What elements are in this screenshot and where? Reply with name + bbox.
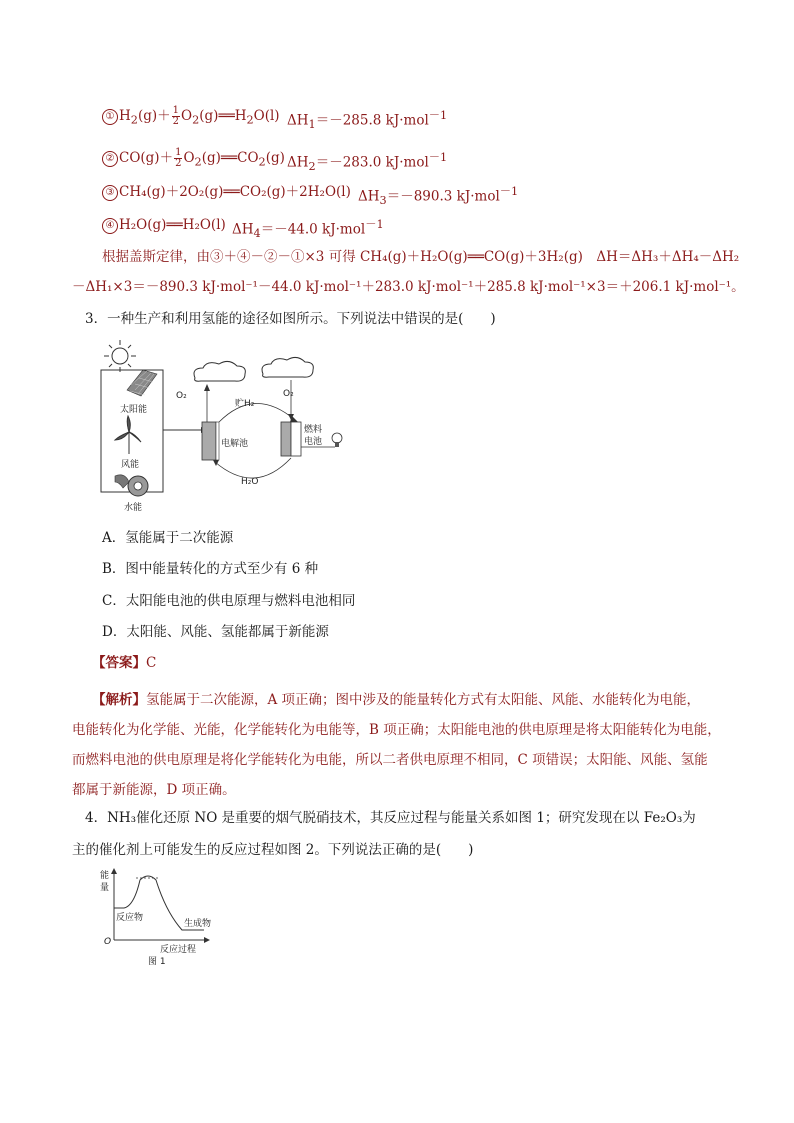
equation-number: ③ <box>102 185 118 201</box>
equation-number: ④ <box>102 218 118 234</box>
label-o2-left: O₂ <box>176 391 187 401</box>
answer-value: C <box>146 655 157 671</box>
hydrogen-energy-diagram <box>95 336 365 516</box>
option-d: D．太阳能、风能、氢能都属于新能源 <box>102 624 329 640</box>
question-4-stem-line-1: 4．NH₃催化还原 NO 是重要的烟气脱硝技术，其反应过程与能量关系如图 1；研究发现在以 Fe₂O₃为 <box>85 810 696 826</box>
option-a: A．氢能属于二次能源 <box>102 530 234 546</box>
label-electrolysis: 电解池 <box>221 439 249 449</box>
question-4-stem-line-2: 主的催化剂上可能发生的反应过程如图 2。下列说法正确的是( ) <box>72 842 474 858</box>
label-o2-right: O₂ <box>283 389 294 399</box>
answer-label: 【答案】 <box>92 655 146 671</box>
analysis-label: 【解析】 <box>92 692 146 708</box>
label-solar: 太阳能 <box>120 405 148 415</box>
sun-icon <box>104 340 136 372</box>
fraction-half: $\frac{1}{2}$ <box>172 105 180 127</box>
x-axis-label: 反应过程 <box>160 945 197 955</box>
option-c: C．太阳能电池的供电原理与燃料电池相同 <box>102 593 356 609</box>
electrolysis-cell <box>202 422 216 460</box>
label-fuel-cell-2: 电池 <box>304 437 323 447</box>
product-label: 生成物 <box>184 919 212 929</box>
equation-number: ② <box>102 151 118 167</box>
fraction-half: $\frac{1}{2}$ <box>175 147 182 169</box>
equation-2-enthalpy: $\Delta H_2=-283.0$ kJ·mol$^{-1}$ <box>287 151 448 174</box>
equation-3-enthalpy: $\Delta H_3=-890.3$ kJ·mol$^{-1}$ <box>358 185 519 208</box>
option-b: B．图中能量转化的方式至少有 6 种 <box>102 561 319 577</box>
hess-law-line-2: －ΔH₁×3＝－890.3 kJ·mol⁻¹－44.0 kJ·mol⁻¹＋283.0 kJ·mol⁻¹＋285.8 kJ·mol⁻¹×3＝＋206.1 kJ·mol⁻¹。 <box>72 279 745 295</box>
fuel-cell <box>281 422 291 456</box>
y-axis-label-2: 量 <box>100 883 110 893</box>
equation-4: ④ H₂O(g)══H₂O(l) <box>102 215 226 235</box>
equation-3: ③ CH₄(g)＋2O₂(g)══CO₂(g)＋2H₂O(l) <box>102 182 351 202</box>
label-fuel-cell-1: 燃料 <box>304 425 323 435</box>
answer <box>92 653 156 673</box>
label-h2o: H₂O <box>241 477 259 487</box>
equation-number: ① <box>102 109 118 125</box>
hess-law-line-1: 根据盖斯定律，由③＋④－②－①×3 可得 CH₄(g)＋H₂O(g)══CO(g)＋3H₂(g) ΔH＝ΔH₃＋ΔH₄－ΔH₂ <box>102 249 740 265</box>
origin-label: O <box>104 937 112 947</box>
figure-caption: 图 1 <box>148 957 166 966</box>
label-wind: 风能 <box>121 460 140 470</box>
light-bulb-icon <box>332 433 342 447</box>
y-axis-label-1: 能 <box>100 871 110 881</box>
label-water: 水能 <box>124 503 143 513</box>
question-3-stem: 3．一种生产和利用氢能的途径如图所示。下列说法中错误的是( ) <box>85 311 496 327</box>
label-h2-store: 贮H₂ <box>235 399 255 409</box>
equation-1: ① $H_2(g)+$ $\frac{1}{2}$ $O_2(g)══H_2O(l)$ <box>102 106 280 131</box>
solar-panel-icon <box>127 370 157 396</box>
cloud-left-icon <box>194 361 245 381</box>
equation-2: ② CO(g)＋ $\frac{1}{2}$ $O_2(g)══CO_2(g)$ <box>102 148 285 173</box>
analysis: 【解析】氢能属于二次能源，A 项正确；图中涉及的能量转化方式有太阳能、风能、水能转化为电能， 电能转化为化学能、光能，化学能转化为电能等，B 项正确；太阳能电池的供电原理是将太阳能转化为电能， 而燃料电池的供电原理是将化学能转化为电能，所以二者供电原理不相同，C 项错误；太阳能、风能、氢能 都属于新能源，D 项正确。 <box>72 692 721 798</box>
equation-1-enthalpy: $\Delta H_1=-285.8$ kJ·mol$^{-1}$ <box>287 109 448 132</box>
energy-profile-figure <box>100 866 220 966</box>
reactant-label: 反应物 <box>116 913 144 923</box>
cloud-right-icon <box>262 357 313 377</box>
water-wheel-icon <box>115 475 148 496</box>
equation-4-enthalpy: $\Delta H_4=-44.0$ kJ·mol$^{-1}$ <box>232 218 384 241</box>
wind-turbine-icon <box>115 416 141 454</box>
